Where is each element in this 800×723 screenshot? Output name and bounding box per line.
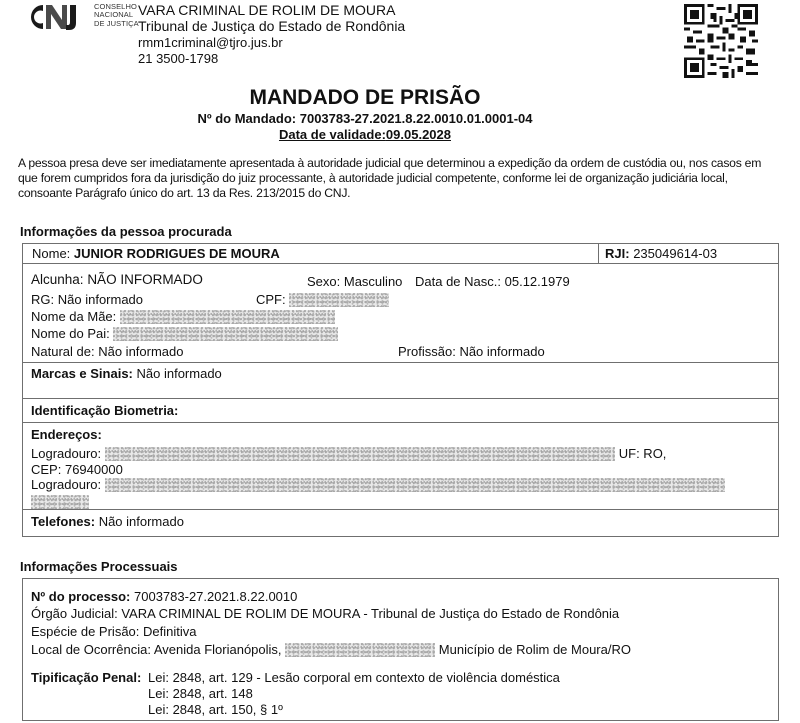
address-cep (31, 462, 123, 478)
redacted-address (105, 478, 725, 492)
logo-sub-line: CONSELHO (94, 2, 137, 11)
marks (31, 366, 222, 382)
sex (307, 274, 402, 290)
name-value: JUNIOR RODRIGUES DE MOURA (73, 246, 280, 261)
cnj-logo-icon (26, 1, 90, 33)
logo-subtitle (94, 3, 139, 28)
location-label: Local de Ocorrência: (31, 642, 151, 657)
redacted-address (31, 495, 89, 509)
alias-value: NÃO INFORMADO (87, 272, 203, 287)
divider (22, 362, 779, 363)
addresses-label: Endereços: (31, 427, 102, 442)
alias (31, 272, 203, 288)
prison-type-label: Espécie de Prisão: (31, 624, 140, 639)
penal-label: Tipificação Penal: (31, 670, 142, 685)
rji-label: RJI: (605, 246, 630, 261)
rg-value: Não informado (57, 292, 144, 307)
process-number-value: 7003783-27.2021.8.22.0010 (134, 589, 298, 604)
birthplace-label: Natural de: (31, 344, 95, 359)
birth-value: 05.12.1979 (504, 274, 570, 289)
divider (22, 263, 779, 264)
cep-label: CEP: (31, 462, 62, 477)
organ-label: Órgão Judicial: (31, 606, 118, 621)
validity-value: 09.05.2028 (385, 127, 451, 142)
prison-type (31, 624, 197, 640)
custody-notice: A pessoa presa deve ser imediatamente apresentada à autoridade judicial que determinou a expedição da ordem de custódia ou, nos casos em que forem cumpridos fora da jurisdição do juiz processante, à autoridade judicial competente, conforme lei de organização judiciária local, consoante Parágrafo único do art. 13 da Res. 213/2015 do CNJ. (18, 156, 762, 201)
court-email: rmm1criminal@tjro.jus.br (138, 35, 283, 50)
warrant-number-label: Nº do Mandado: (197, 111, 297, 126)
redacted-address (105, 447, 615, 461)
address-label: Logradouro: (31, 446, 102, 461)
address-line (31, 446, 666, 462)
profession-label: Profissão: (398, 344, 456, 359)
redacted-location (285, 643, 435, 657)
biometrics-label: Identificação Biometria: (31, 403, 179, 418)
phones-value: Não informado (98, 514, 184, 529)
warrant-number (0, 111, 730, 127)
court-phone: 21 3500-1798 (138, 51, 219, 66)
birthplace (31, 344, 184, 360)
divider (22, 398, 779, 399)
address-line-continued (31, 493, 89, 511)
rg (31, 292, 143, 308)
phones (31, 514, 184, 530)
cpf (256, 292, 389, 308)
qr-code-icon (684, 3, 758, 79)
name-label: Nome: (32, 246, 71, 261)
father-name (31, 326, 338, 342)
cep-value: 76940000 (64, 462, 123, 477)
organ-value: VARA CRIMINAL DE ROLIM DE MOURA - Tribunal de Justiça do Estado de Rondônia (121, 606, 620, 621)
cpf-label: CPF: (256, 292, 286, 307)
penal-item: Lei: 2848, art. 129 - Lesão corporal em contexto de violência doméstica (148, 670, 560, 685)
penal-item: Lei: 2848, art. 148 (148, 686, 253, 701)
birth-label: Data de Nasc.: (415, 274, 501, 289)
profession (398, 344, 545, 360)
divider (598, 243, 599, 264)
rji (605, 246, 717, 262)
document-title: MANDADO DE PRISÃO (249, 86, 481, 109)
phones-label: Telefones: (31, 514, 96, 529)
sex-value: Masculino (343, 274, 403, 289)
redacted-mother-name (120, 310, 335, 324)
location-street: Avenida Florianópolis, (153, 642, 282, 657)
address-uf: UF: RO, (618, 446, 667, 461)
mother-name (31, 309, 335, 325)
marks-value: Não informado (136, 366, 222, 381)
process-number (31, 589, 297, 605)
redacted-father-name (113, 327, 338, 341)
logo-sub-line: NACIONAL (94, 10, 134, 20)
birthplace-value: Não informado (98, 344, 184, 359)
warrant-number-value: 7003783-27.2021.8.22.0010.01.0001-04 (299, 111, 533, 126)
process-number-label: Nº do processo: (31, 589, 131, 604)
sex-label: Sexo: (307, 274, 341, 289)
divider (22, 509, 779, 510)
rji-value: 235049614-03 (633, 246, 718, 261)
address-label: Logradouro: (31, 477, 102, 492)
person-name (32, 246, 280, 262)
person-section-title: Informações da pessoa procurada (20, 224, 232, 239)
profession-value: Não informado (459, 344, 545, 359)
validity-label: Data de validade: (278, 127, 386, 142)
birth-date (415, 274, 570, 290)
rg-label: RG: (31, 292, 55, 307)
logo-sub-line: DE JUSTIÇA (94, 18, 139, 28)
tribunal-name: Tribunal de Justiça do Estado de Rondônia (138, 18, 406, 34)
address-line (31, 477, 725, 493)
prison-type-value: Definitiva (143, 624, 197, 639)
marks-label: Marcas e Sinais: (31, 366, 133, 381)
judicial-organ (31, 606, 619, 622)
alias-label: Alcunha: (31, 272, 84, 287)
occurrence-location (31, 642, 631, 658)
process-section-title: Informações Processuais (20, 559, 178, 574)
court-name: VARA CRIMINAL DE ROLIM DE MOURA (138, 2, 396, 18)
mother-label: Nome da Mãe: (31, 309, 117, 324)
redacted-cpf (289, 293, 389, 307)
divider (22, 422, 779, 423)
validity-date (0, 127, 730, 143)
father-label: Nome do Pai: (31, 326, 110, 341)
penal-item: Lei: 2848, art. 150, § 1º (148, 702, 283, 717)
location-city: Município de Rolim de Moura/RO (438, 642, 631, 657)
